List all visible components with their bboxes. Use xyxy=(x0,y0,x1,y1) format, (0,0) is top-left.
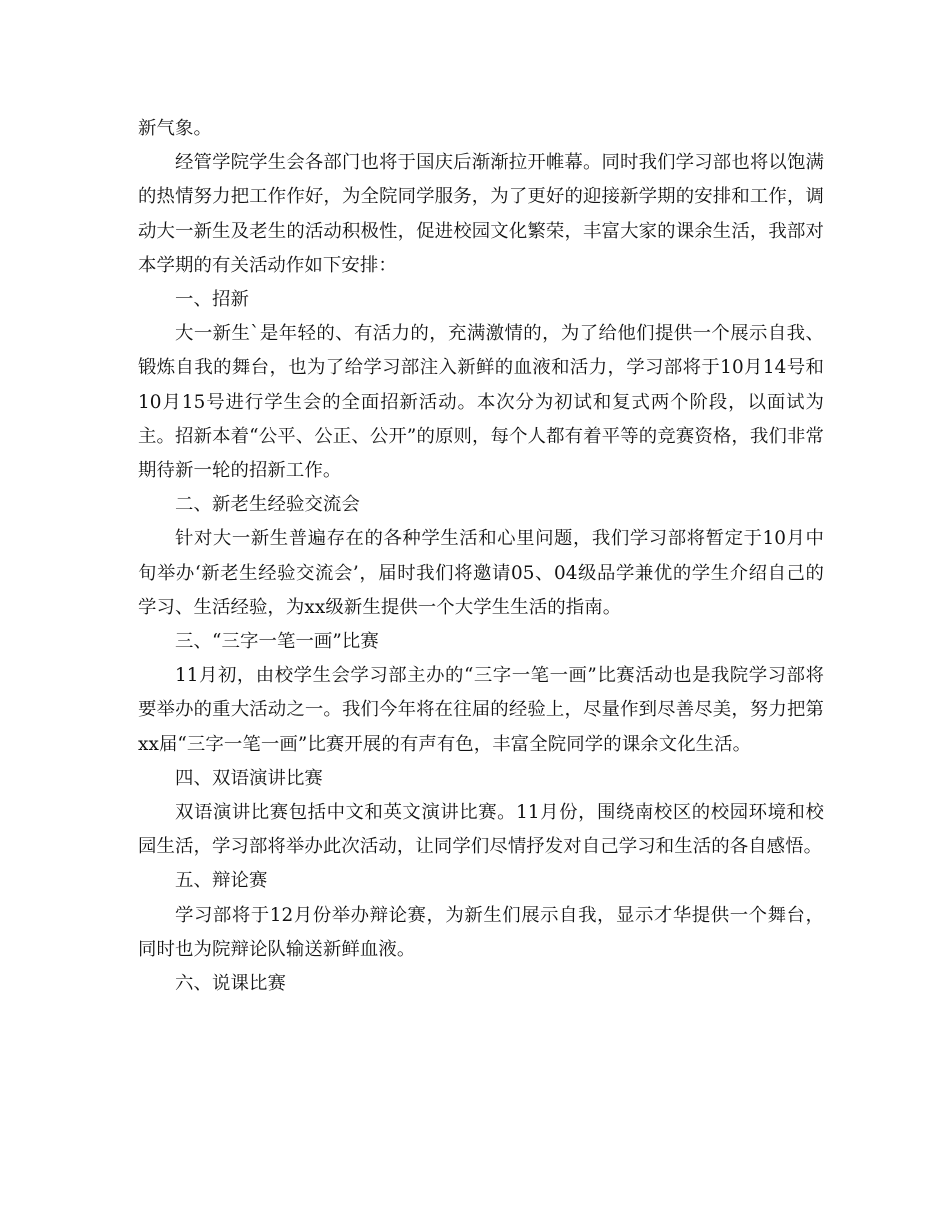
section-heading-lecture-contest: 六、说课比赛 xyxy=(175,973,286,995)
paragraph-intro: 经管学院学生会各部门也将于国庆后渐渐拉开帷幕。同时我们学习部也将以饱满的热情努力把工作作好，为全院同学服务，为了更好的迎接新学期的安排和工作，调动大一新生及老生的活动积极性，促进校园文化繁荣，丰富大家的课余生活，我部对本学期的有关活动作如下安排： xyxy=(138,152,824,276)
paragraph-continuation: 新气象。 xyxy=(138,118,212,139)
paragraph-exchange-meeting: 针对大一新生普遍存在的各种学生活和心里问题，我们学习部将暂定于10月中旬举办‘新老生经验交流会’，届时我们将邀请05、04级品学兼优的学生介绍自己的学习、生活经验，为xx级新生提供一个大学生生活的指南。 xyxy=(138,528,824,618)
document-body xyxy=(138,112,824,1001)
section-heading-calligraphy-contest: 三、“三字一笔一画”比赛 xyxy=(175,631,379,653)
section-heading-recruitment: 一、招新 xyxy=(175,289,249,311)
section-heading-exchange-meeting: 二、新老生经验交流会 xyxy=(175,494,360,516)
paragraph-calligraphy-contest: 11月初，由校学生会学习部主办的“三字一笔一画”比赛活动也是我院学习部将要举办的重大活动之一。我们今年将在往届的经验上，尽量作到尽善尽美，努力把第xx届“三字一笔一画”比赛开展的有声有色，丰富全院同学的课余文化生活。 xyxy=(138,665,824,755)
section-heading-debate: 五、辩论赛 xyxy=(175,870,268,892)
paragraph-recruitment: 大一新生`是年轻的、有活力的，充满激情的，为了给他们提供一个展示自我、锻炼自我的舞台，也为了给学习部注入新鲜的血液和活力，学习部将于10月14号和10月15号进行学生会的全面招新活动。本次分为初试和复式两个阶段，以面试为主。招新本着“公平、公正、公开”的原则，每个人都有着平等的竞赛资格，我们非常期待新一轮的招新工作。 xyxy=(138,323,824,482)
paragraph-debate: 学习部将于12月份举办辩论赛，为新生们展示自我，显示才华提供一个舞台，同时也为院辩论队输送新鲜血液。 xyxy=(138,904,824,960)
section-heading-bilingual-speech: 四、双语演讲比赛 xyxy=(175,767,323,789)
paragraph-bilingual-speech: 双语演讲比赛包括中文和英文演讲比赛。11月份，围绕南校区的校园环境和校园生活，学习部将举办此次活动，让同学们尽情抒发对自己学习和生活的各自感悟。 xyxy=(138,802,824,858)
